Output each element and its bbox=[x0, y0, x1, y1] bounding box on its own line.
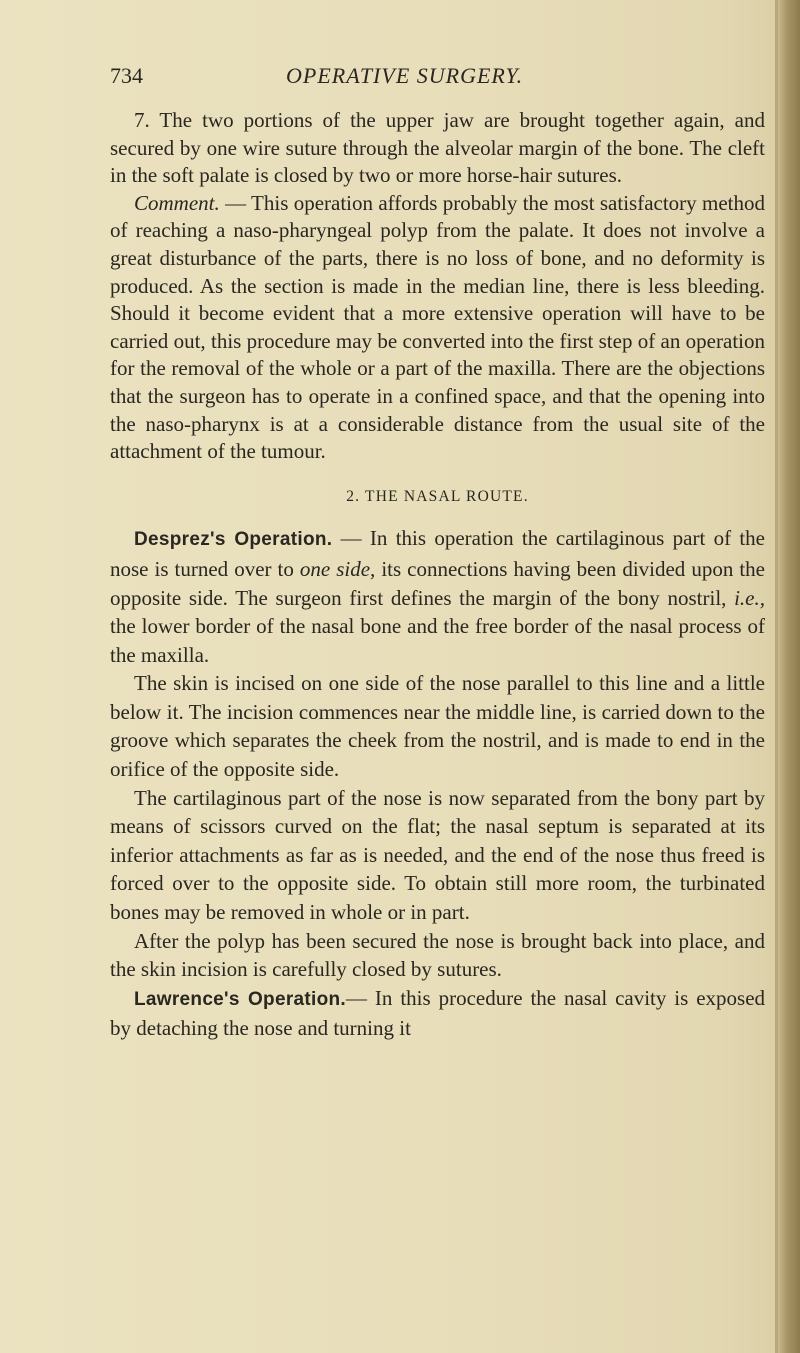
paragraph-desprez bbox=[110, 524, 765, 669]
paragraph-after-polyp bbox=[110, 927, 765, 984]
desprez-emphasis: one side, bbox=[299, 556, 376, 581]
comment-dash: — bbox=[219, 190, 252, 215]
cartilage-text: The cartilaginous part of the nose is now separated from the bony part by means of scissors curved on the flat; the nasal septum is separated at its inferior attachments as far as is needed, and the end of the nose thus freed is forced over to the opposite side. To obtain still more room, the turbinated bones may be removed in whole or in part. bbox=[110, 785, 765, 925]
desprez-text-end: the lower border of the nasal bone and the free border of the nasal process of the maxilla. bbox=[110, 614, 765, 667]
paragraph-cartilage bbox=[110, 784, 765, 927]
desprez-ie: i.e., bbox=[734, 585, 765, 610]
comment-label: Comment. bbox=[134, 190, 220, 215]
step-7-text: 7. The two portions of the upper jaw are brought together again, and secured by one wire suture through the alveolar margin of the bone. The cleft in the soft palate is closed by two or more horse-hair sutures. bbox=[110, 108, 765, 188]
page-number: 734 bbox=[110, 63, 143, 88]
lawrence-text: In this procedure the nasal cavity is exposed by detaching the nose and turning it bbox=[110, 985, 766, 1041]
running-title: OPERATIVE SURGERY. bbox=[286, 63, 524, 88]
after-polyp-text: After the polyp has been secured the nose is brought back into place, and the skin incision is carefully closed by sutures. bbox=[110, 928, 765, 982]
paragraph-step-7 bbox=[110, 107, 765, 190]
body-text bbox=[110, 107, 765, 1043]
desprez-text-after: its connections having been divided upon the opposite side. The surgeon first defines the margin of the bony nostril, bbox=[110, 556, 765, 610]
page-edge bbox=[778, 0, 800, 1353]
desprez-title: Desprez's Operation. bbox=[134, 529, 333, 551]
comment-text: This operation affords probably the most satisfactory method of reaching a naso-pharyngeal polyp from the palate. It does not involve a great disturbance of the parts, there is no loss of bone, and no deformity is produced. As the section is made in the median line, there is less bleeding. Should it become evident that a more extensive operation will have to be carried out, this procedure may be converted into the first step of an operation for the removal of the whole or a part of the maxilla. There are the objections that the surgeon has to operate in a confined space, and that the opening into the naso-pharynx is at a considerable distance from the usual site of the attachment of the tumour. bbox=[110, 190, 765, 464]
desprez-text-before: In this operation the cartilaginous part of the nose is turned over to bbox=[110, 526, 766, 581]
desprez-dash: — bbox=[332, 526, 370, 551]
section-heading: 2. THE NASAL ROUTE. bbox=[346, 487, 529, 505]
paragraph-lawrence bbox=[110, 984, 765, 1043]
lawrence-dash: — bbox=[346, 985, 375, 1010]
lawrence-title: Lawrence's Operation. bbox=[134, 988, 346, 1010]
paragraph-skin-incision bbox=[110, 669, 765, 783]
paragraph-comment bbox=[110, 190, 765, 466]
skin-incision-text: The skin is incised on one side of the nose parallel to this line and a little below it. The incision commences near the middle line, is carried down to the groove which separates the cheek from the nostril, and is made to end in the orifice of the opposite side. bbox=[110, 671, 765, 782]
